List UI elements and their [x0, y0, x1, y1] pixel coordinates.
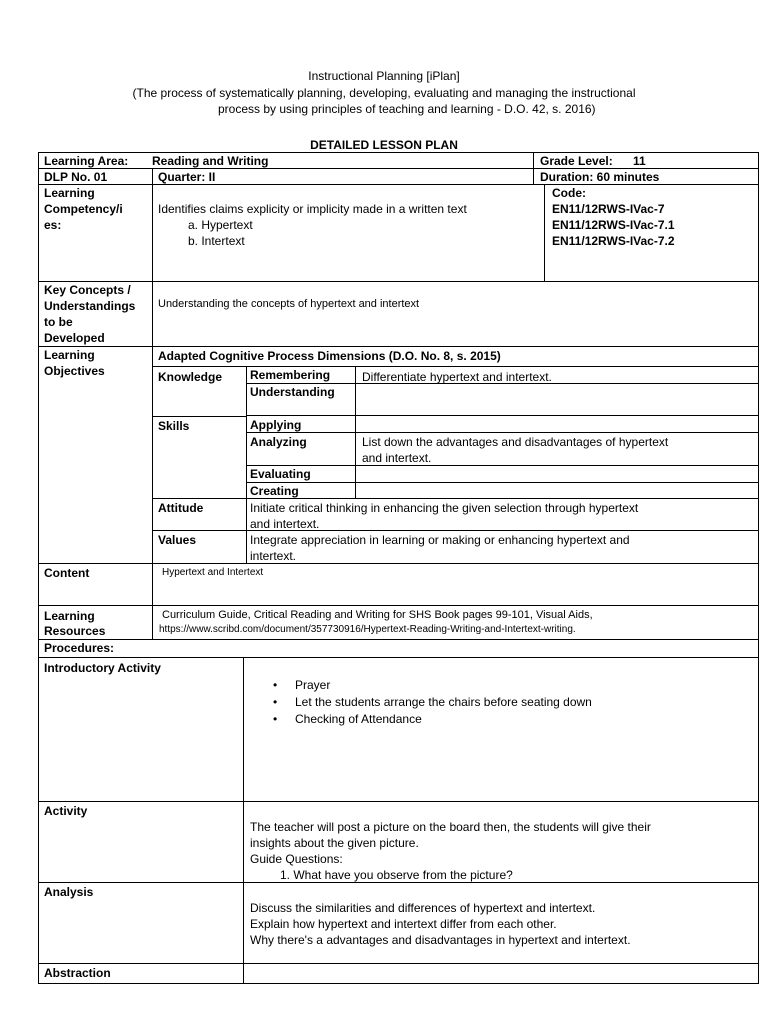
- code-1: EN11/12RWS-IVac-7: [552, 202, 665, 216]
- grade-level-value: 11: [633, 154, 646, 168]
- abstraction-label: Abstraction: [44, 966, 111, 980]
- quarter: Quarter: II: [158, 170, 216, 184]
- objectives-label-2: Objectives: [44, 364, 105, 378]
- code-3: EN11/12RWS-IVac-7.2: [552, 234, 675, 248]
- remembering-text: Differentiate hypertext and intertext.: [362, 370, 552, 384]
- activity-text-1: The teacher will post a picture on the board then, the students will give their: [250, 820, 651, 834]
- grade-level-label: Grade Level:: [540, 154, 613, 168]
- activity-label: Activity: [44, 804, 88, 818]
- attitude-label: Attitude: [158, 501, 204, 515]
- resources-link[interactable]: https://www.scribd.com/document/357730916/Hypertext-Reading-Writing-and-Intertext-writing.: [159, 624, 576, 635]
- guide-questions-label: Guide Questions:: [250, 852, 343, 866]
- values-text-2: intertext.: [250, 549, 297, 563]
- values-label: Values: [158, 533, 197, 547]
- lesson-plan-title: DETAILED LESSON PLAN: [310, 138, 458, 152]
- analysis-text-2: Explain how hypertext and intertext differ from each other.: [250, 917, 557, 931]
- resources-label-1: Learning: [44, 609, 95, 623]
- document-subtitle-line-1: (The process of systematically planning, developing, evaluating and managing the instructional: [132, 86, 636, 100]
- duration: Duration: 60 minutes: [540, 170, 660, 184]
- remembering-label: Remembering: [250, 368, 331, 382]
- procedures-label: Procedures:: [44, 641, 115, 655]
- introductory-list: [273, 677, 592, 728]
- document-subtitle-line-2: process by using principles of teaching and learning - D.O. 42, s. 2016): [218, 102, 596, 116]
- creating-label: Creating: [250, 484, 299, 498]
- understanding-label: Understanding: [250, 385, 335, 399]
- competency-item-a: a. Hypertext: [188, 218, 253, 232]
- knowledge-label: Knowledge: [158, 370, 223, 384]
- analysis-text-3: Why there's a advantages and disadvantages in hypertext and intertext.: [250, 933, 631, 947]
- content-text: Hypertext and Intertext: [162, 567, 264, 578]
- code-label: Code:: [552, 186, 586, 200]
- analyzing-label: Analyzing: [250, 435, 307, 449]
- document-title: Instructional Planning [iPlan]: [308, 69, 460, 83]
- objectives-heading: Adapted Cognitive Process Dimensions (D.O. No. 8, s. 2015): [158, 349, 501, 363]
- competency-item-b: b. Intertext: [188, 234, 245, 248]
- key-concepts-label-4: Developed: [44, 331, 105, 345]
- analyzing-text-1: List down the advantages and disadvantages of hypertext: [362, 435, 669, 449]
- analyzing-text-2: and intertext.: [362, 451, 432, 465]
- resources-text-1: Curriculum Guide, Critical Reading and Writing for SHS Book pages 99-101, Visual Aids,: [162, 609, 593, 621]
- dlp-number: DLP No. 01: [44, 170, 108, 184]
- competency-label-1: Learning: [44, 186, 95, 200]
- applying-label: Applying: [250, 418, 302, 432]
- attitude-text-2: and intertext.: [250, 517, 320, 531]
- attitude-text-1: Initiate critical thinking in enhancing the given selection through hypertext: [250, 501, 639, 515]
- competency-label-2: Competency/i: [44, 202, 123, 216]
- list-item: • Checking of Attendance: [273, 711, 592, 728]
- objectives-label-1: Learning: [44, 348, 95, 362]
- competency-label-3: es:: [44, 218, 62, 232]
- evaluating-label: Evaluating: [250, 467, 311, 481]
- introductory-activity-label: Introductory Activity: [44, 661, 161, 675]
- key-concepts-label-1: Key Concepts /: [44, 283, 131, 297]
- skills-label: Skills: [158, 419, 190, 433]
- values-text-1: Integrate appreciation in learning or making or enhancing hypertext and: [250, 533, 630, 547]
- competency-text: Identifies claims explicity or implicity made in a written text: [158, 202, 467, 216]
- resources-label-2: Resources: [44, 624, 106, 638]
- list-item: • Let the students arrange the chairs before seating down: [273, 694, 592, 711]
- key-concepts-label-2: Understandings: [44, 299, 136, 313]
- analysis-text-1: Discuss the similarities and differences of hypertext and intertext.: [250, 901, 596, 915]
- learning-area-value: Reading and Writing: [152, 154, 269, 168]
- key-concepts-text: Understanding the concepts of hypertext and intertext: [158, 298, 420, 310]
- list-item: • Prayer: [273, 677, 592, 694]
- learning-area-label: Learning Area:: [44, 154, 129, 168]
- analysis-label: Analysis: [44, 885, 94, 899]
- code-2: EN11/12RWS-IVac-7.1: [552, 218, 675, 232]
- activity-text-2: insights about the given picture.: [250, 836, 419, 850]
- content-label: Content: [44, 566, 90, 580]
- guide-question-1: 1. What have you observe from the picture?: [280, 868, 513, 882]
- key-concepts-label-3: to be: [44, 315, 73, 329]
